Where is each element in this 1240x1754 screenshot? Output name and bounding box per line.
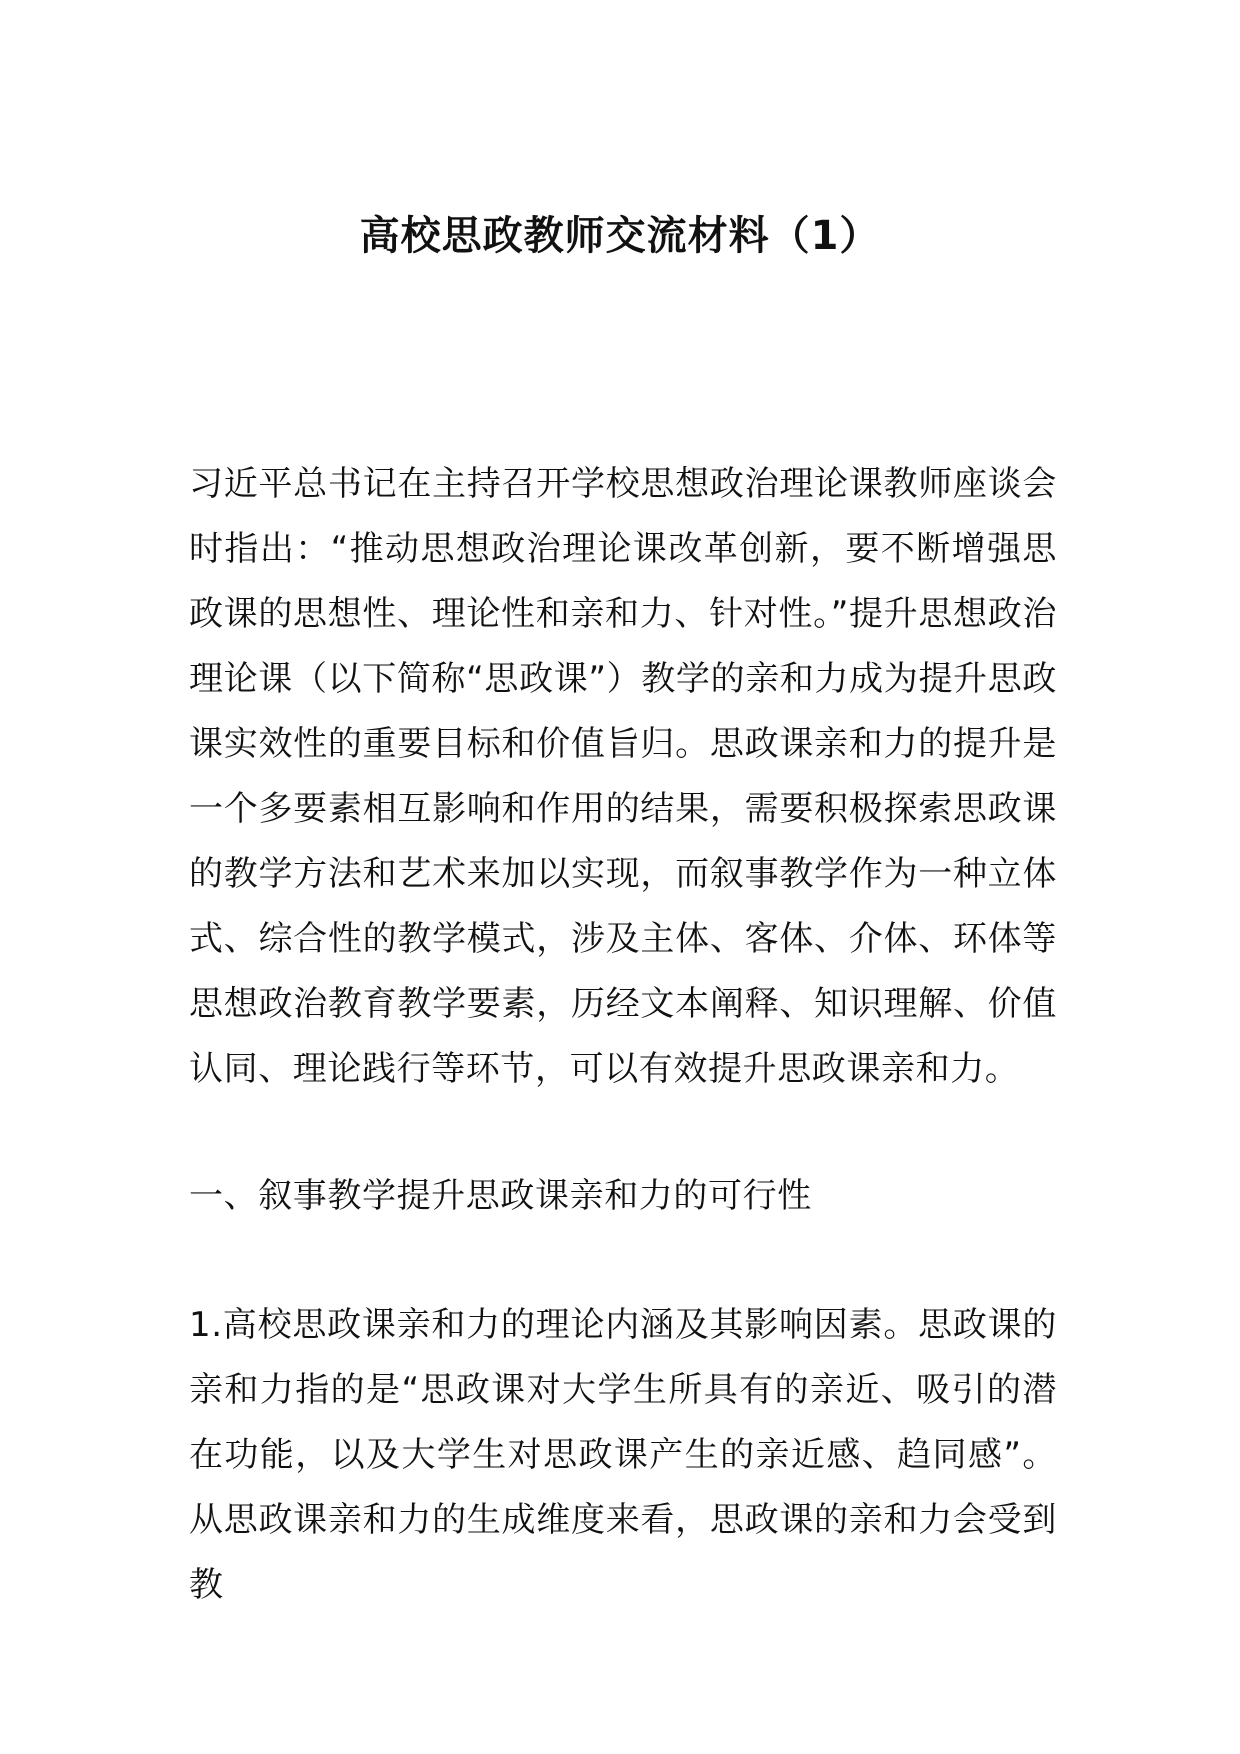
body-paragraph-intro: 习近平总书记在主持召开学校思想政治理论课教师座谈会时指出：“推动思想政治理论课改革创新，要不断增强思政课的思想性、理论性和亲和力、针对性。”提升思想政治理论课（以下简称“思政课”）教学的亲和力成为提升思政课实效性的重要目标和价值旨归。思政课亲和力的提升是一个多要素相互影响和作用的结果，需要积极探索思政课的教学方法和艺术来加以实现，而叙事教学作为一种立体式、综合性的教学模式，涉及主体、客体、介体、环体等思想政治教育教学要素，历经文本阐释、知识理解、价值认同、理论践行等环节，可以有效提升思政课亲和力。	[189, 464, 1057, 1089]
document-title: 高校思政教师交流材料（1）	[359, 213, 881, 259]
section-heading: 一、叙事教学提升思政课亲和力的可行性	[189, 1176, 812, 1216]
body-paragraph-section-1: 1.高校思政课亲和力的理论内涵及其影响因素。思政课的亲和力指的是“思政课对大学生所具有的亲近、吸引的潜在功能，以及大学生对思政课产生的亲近感、趋同感”。从思政课亲和力的生成维度来看，思政课的亲和力会受到教	[189, 1305, 1057, 1605]
